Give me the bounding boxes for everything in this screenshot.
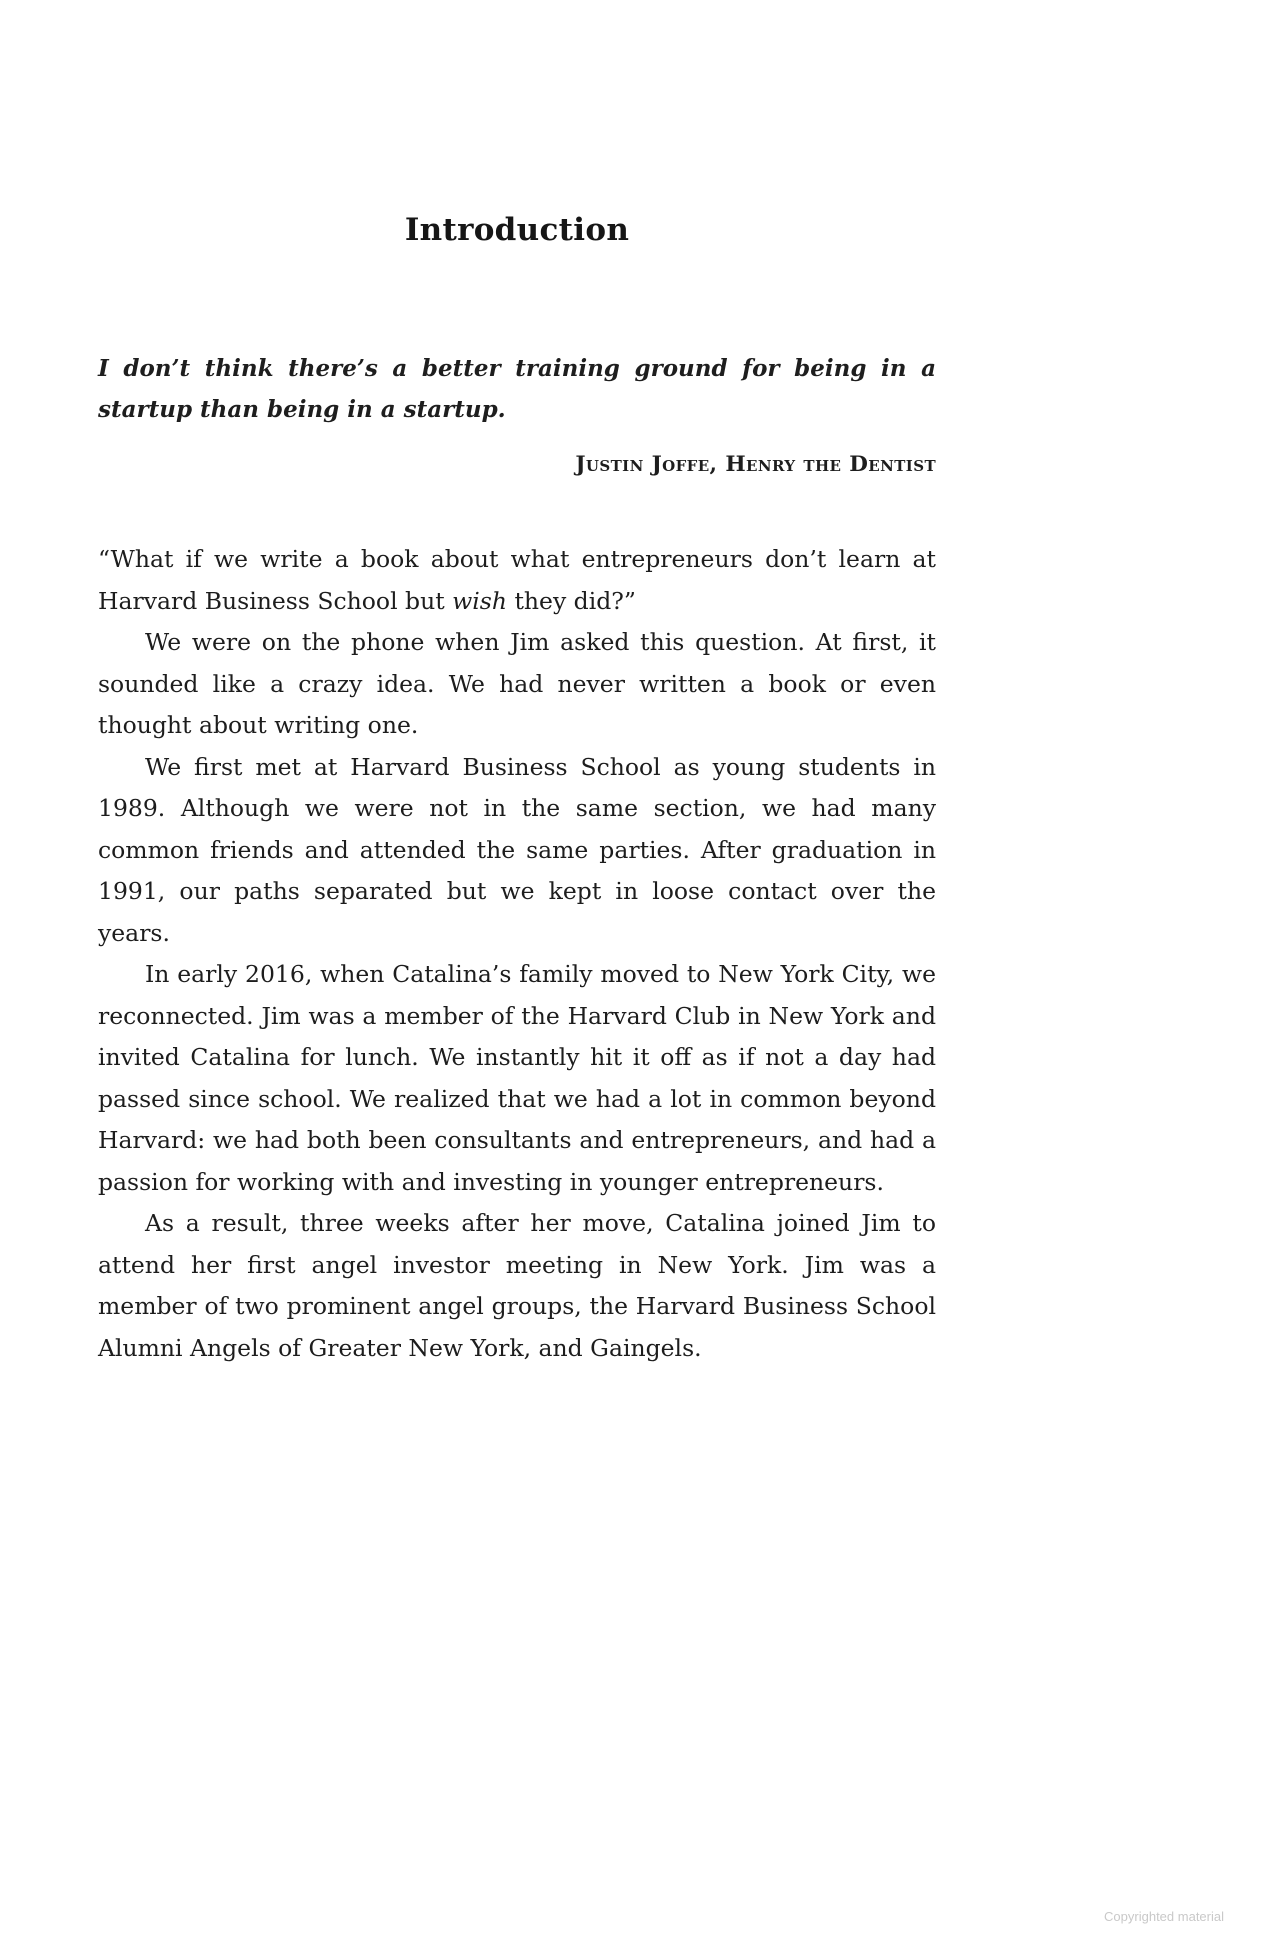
paragraph-3: We first met at Harvard Business School as young students in 1989. Although we were not in the same section, we had many common friends and attended the same parties. After graduation in 1991, our paths separated but we kept in loose contact over the years.	[98, 752, 936, 947]
paragraph-2: We were on the phone when Jim asked this question. At first, it sounded like a crazy idea. We had never written a book or even thought about writing one.	[98, 628, 936, 739]
paragraph-5: As a result, three weeks after her move, Catalina joined Jim to attend her first angel investor meeting in New York. Jim was a member of two prominent angel groups, the Harvard Business School Alumni Angels of Greater New York, and Gaingels.	[98, 1209, 936, 1362]
paragraph-1-segment: “What if we write a book about what entrepreneurs don’t learn at Harvard Business School but	[98, 545, 936, 615]
text-block	[98, 0, 936, 1369]
paragraph-1	[98, 539, 936, 622]
chapter-title: Introduction	[404, 212, 630, 248]
paragraph-4: In early 2016, when Catalina’s family moved to New York City, we reconnected. Jim was a member of the Harvard Club in New York and invited Catalina for lunch. We instantly hit it off as if not a day had passed since school. We realized that we had a lot in common beyond Harvard: we had both been consultants and entrepreneurs, and had a passion for working with and investing in younger entrepreneurs.	[98, 960, 936, 1196]
body-text	[98, 539, 936, 1369]
epigraph: I don’t think there’s a better training ground for being in a startup than being in a startup.	[98, 355, 936, 423]
copyright-watermark: Copyrighted material	[1104, 1909, 1224, 1924]
epigraph-attribution: Justin Joffe, Henry the Dentist	[575, 452, 936, 477]
paragraph-1-italic-word: wish	[452, 586, 507, 615]
paragraph-1-segment: they did?”	[506, 586, 636, 615]
